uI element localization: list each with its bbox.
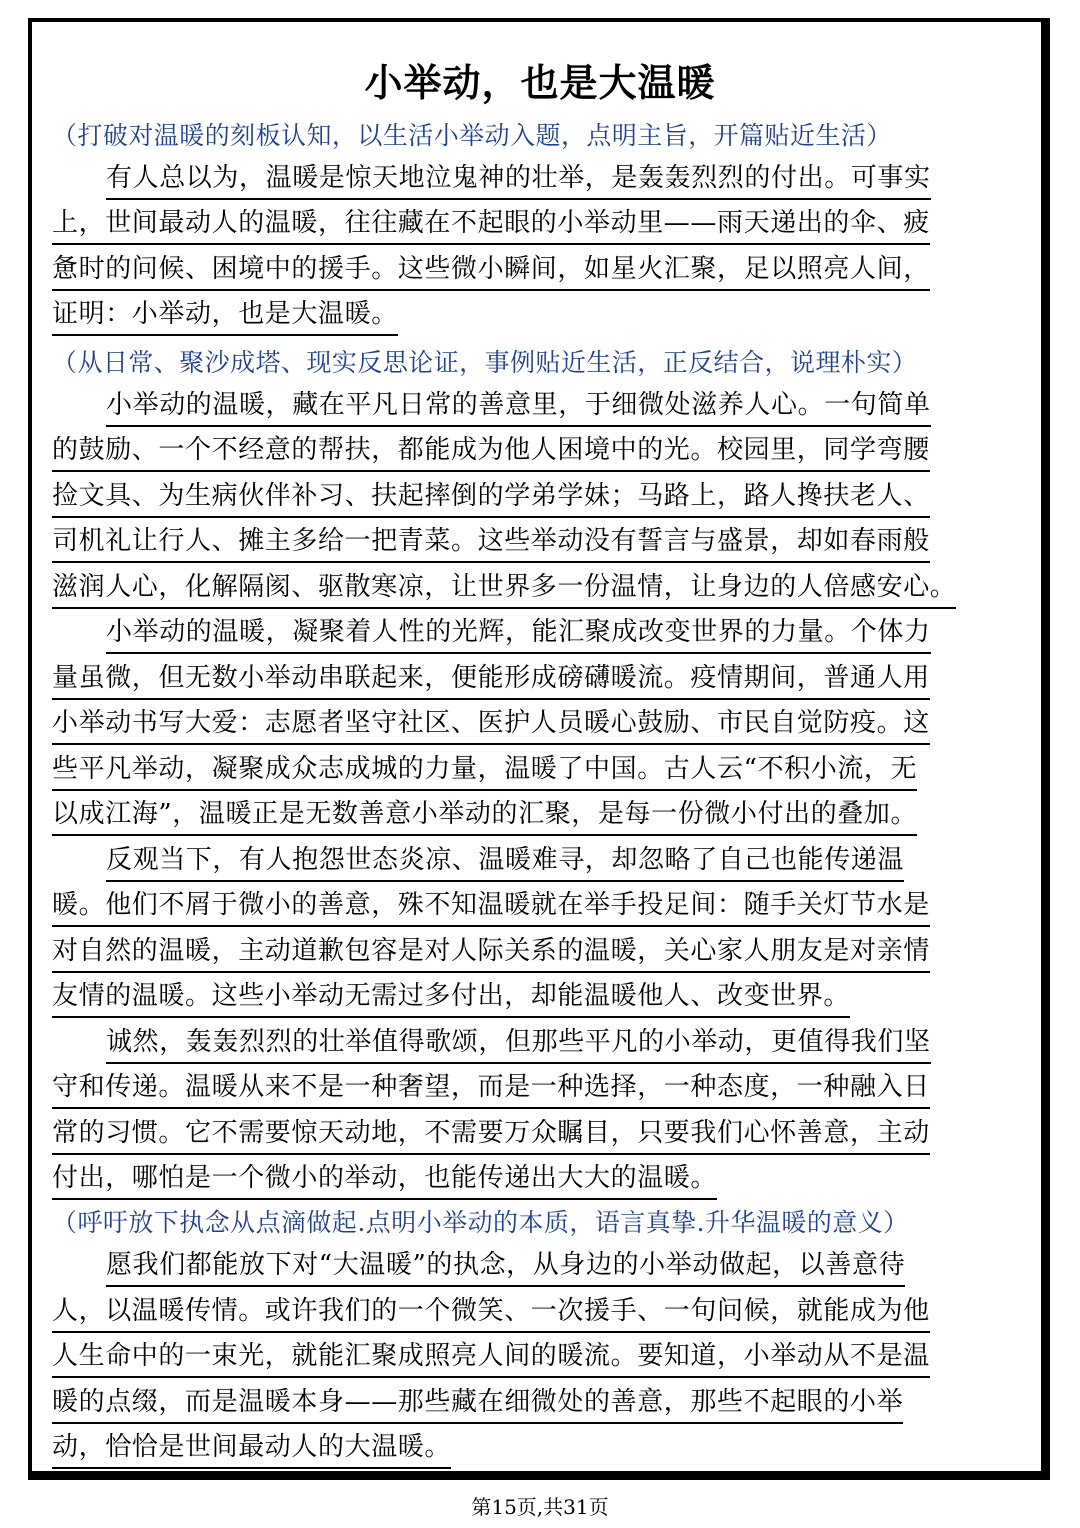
text-line: 友情的温暖。这些小举动无需过多付出，却能温暖他人、改变世界。: [52, 976, 850, 1018]
annotation-conclusion: （呼吁放下执念从点滴做起.点明小举动的本质，语言真挚.升华温暖的意义）: [52, 1208, 909, 1237]
text-line: 上，世间最动人的温暖，往往藏在不起眼的小举动里——雨天递出的伞、疲: [52, 203, 930, 245]
text-line: 暖的点缀，而是温暖本身——那些藏在细微处的善意，那些不起眼的小举: [52, 1382, 903, 1424]
text-line: 有人总以为，温暖是惊天地泣鬼神的壮举，是轰轰烈烈的付出。可事实: [106, 158, 931, 200]
text-line: 常的习惯。它不需要惊天动地，不需要万众瞩目，只要我们心怀善意，主动: [52, 1113, 930, 1155]
text-line: 司机礼让行人、摊主多给一把青菜。这些举动没有誓言与盛景，却如春雨般: [52, 521, 930, 563]
text-line: 愿我们都能放下对“大温暖”的执念，从身边的小举动做起，以善意待: [106, 1245, 905, 1287]
text-line: 的鼓励、一个不经意的帮扶，都能成为他人困境中的光。校园里，同学弯腰: [52, 430, 930, 472]
text-line: 滋润人心，化解隔阂、驱散寒凉，让世界多一份温情，让身边的人倍感安心。: [52, 567, 956, 609]
text-line: 些平凡举动，凝聚成众志成城的力量，温暖了中国。古人云“不积小流，无: [52, 749, 917, 791]
text-line: 暖。他们不屑于微小的善意，殊不知温暖就在举手投足间：随手关灯节水是: [52, 885, 930, 927]
text-line: 小举动书写大爱：志愿者坚守社区、医护人员暖心鼓励、市民自觉防疫。这: [52, 703, 930, 745]
text-line: 量虽微，但无数小举动串联起来，便能形成磅礴暖流。疫情期间，普通人用: [52, 658, 930, 700]
text-line: 动，恰恰是世间最动人的大温暖。: [52, 1427, 451, 1469]
text-line: 小举动的温暖，凝聚着人性的光辉，能汇聚成改变世界的力量。个体力: [106, 612, 931, 654]
text-line: 对自然的温暖，主动道歉包容是对人际关系的温暖，关心家人朋友是对亲情: [52, 931, 930, 973]
text-line: 小举动的温暖，藏在平凡日常的善意里，于细微处滋养人心。一句简单: [106, 385, 931, 427]
text-line: 人生命中的一束光，就能汇聚成照亮人间的暖流。要知道，小举动从不是温: [52, 1336, 930, 1378]
text-line: 捡文具、为生病伙伴补习、扶起摔倒的学弟学妹；马路上，路人搀扶老人、: [52, 476, 930, 518]
essay-title: 小举动，也是大温暖: [364, 60, 716, 105]
text-line: 人，以温暖传情。或许我们的一个微笑、一次援手、一句问候，就能成为他: [52, 1291, 930, 1333]
text-line: 诚然，轰轰烈烈的壮举值得歌颂，但那些平凡的小举动，更值得我们坚: [106, 1022, 931, 1064]
text-line: 证明：小举动，也是大温暖。: [52, 294, 398, 336]
page-number: 第15页,共31页: [471, 1495, 609, 1519]
text-line: 惫时的问候、困境中的援手。这些微小瞬间，如星火汇聚，足以照亮人间，: [52, 249, 930, 291]
text-line: 以成江海”，温暖正是无数善意小举动的汇聚，是每一份微小付出的叠加。: [52, 794, 917, 836]
text-line: 守和传递。温暖从来不是一种奢望，而是一种选择，一种态度，一种融入日: [52, 1067, 930, 1109]
annotation-intro: （打破对温暖的刻板认知，以生活小举动入题，点明主旨，开篇贴近生活）: [52, 121, 892, 150]
text-line: 付出，哪怕是一个微小的举动，也能传递出大大的温暖。: [52, 1158, 717, 1200]
annotation-body: （从日常、聚沙成塔、现实反思论证，事例贴近生活，正反结合，说理朴实）: [52, 348, 918, 377]
text-line: 反观当下，有人抱怨世态炎凉、温暖难寻，却忽略了自己也能传递温: [106, 840, 904, 882]
